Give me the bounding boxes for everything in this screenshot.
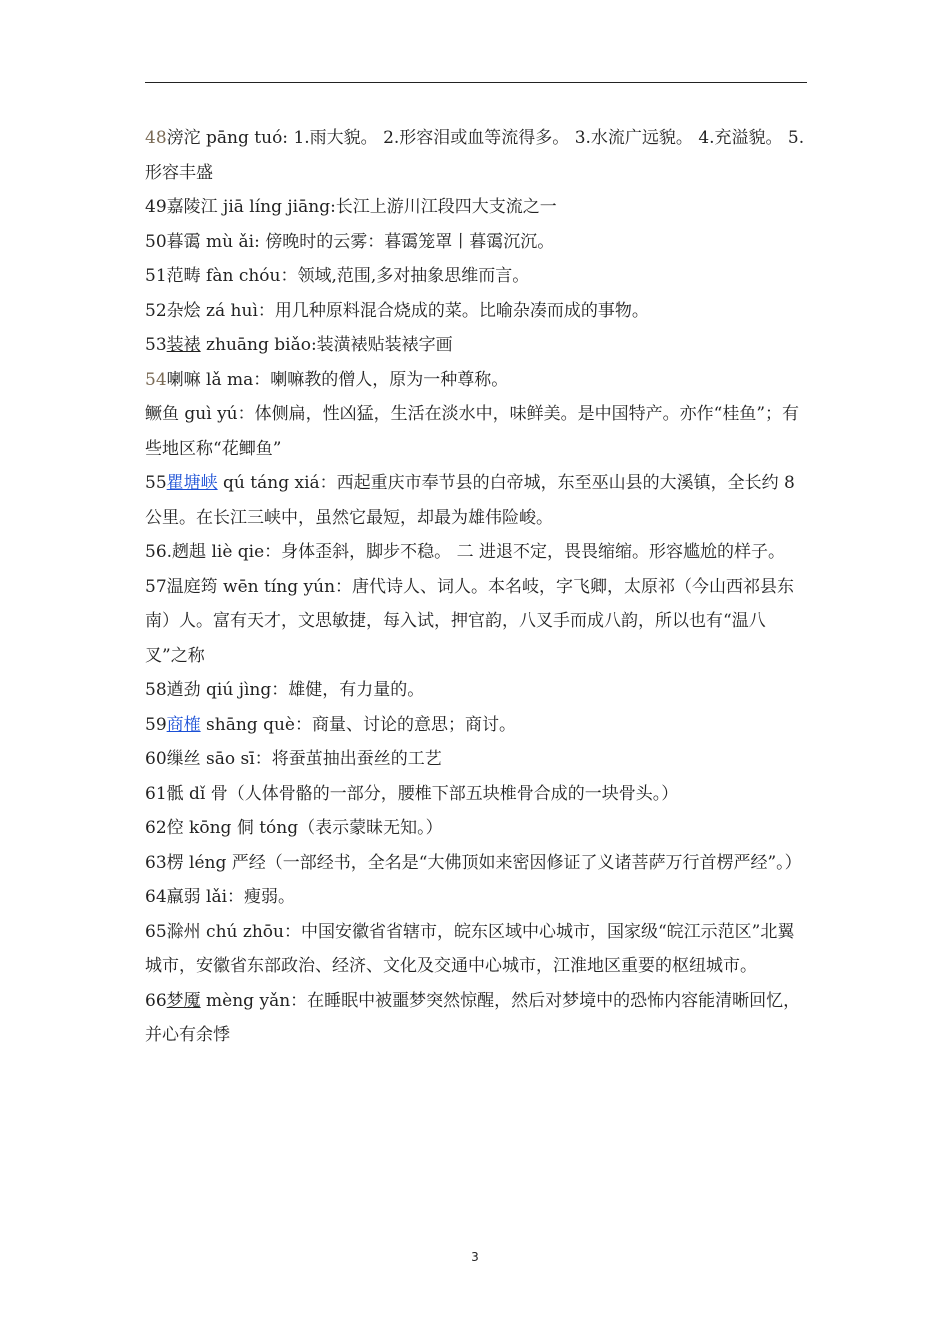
entry-definition: pāng tuó: 1.雨大貌。 2.形容泪或血等流得多。 3.水流广远貌。 4.充溢貌。 5.形容丰盛 (145, 128, 805, 183)
entry-number: 49 (145, 197, 167, 217)
entry-term: 温庭筠 (166, 576, 218, 597)
entry-number: 52 (145, 300, 167, 321)
entry-definition: mèng yǎn：在睡眠中被噩梦突然惊醒，然后对梦境中的恐怖内容能清晰回忆，并心有余悸 (145, 990, 801, 1045)
entry-definition: dǐ 骨（人体骨骼的一部分，腰椎下部五块椎骨合成的一块骨头。） (183, 783, 679, 804)
entry-term: 滁州 (166, 921, 201, 942)
entry-52 (145, 294, 807, 329)
entry-definition: chú zhōu：中国安徽省省辖市，皖东区域中心城市，国家级“皖江示范区”北翼城市，安徽省东部政治、经济、文化及交通中心城市，江淮地区重要的枢纽城市。 (145, 921, 795, 976)
entry-number: 50 (145, 231, 167, 252)
entry-guiyu (145, 397, 807, 466)
entry-number: 65 (145, 921, 167, 942)
entry-term-link[interactable]: 瞿塘峡 (166, 473, 218, 493)
entry-66 (145, 984, 807, 1053)
entry-62 (145, 811, 807, 846)
entry-definition: lǎi：瘦弱。 (200, 887, 296, 907)
entry-term: 骶 (166, 783, 184, 804)
entry-number: 55 (145, 473, 167, 493)
entry-definition: léng 严经（一部经书，全名是“大佛顶如来密因修证了义诸菩萨万行首楞严经”。） (183, 852, 802, 873)
entry-term: 羸弱 (166, 887, 201, 907)
entry-number: 62 (145, 818, 167, 838)
entry-definition: liè qie：身体歪斜，脚步不稳。 二 进退不定，畏畏缩缩。形容尴尬的样子。 (206, 542, 785, 562)
entry-60 (145, 742, 807, 777)
entry-53 (145, 328, 807, 363)
entry-number: 61 (145, 783, 167, 804)
entry-definition: zhuāng biǎo:装潢裱贴装裱字画 (200, 335, 453, 355)
entry-number: 51 (145, 266, 167, 286)
entry-term: 倥 (166, 818, 184, 838)
entry-number: 48 (145, 128, 167, 148)
entry-number: 53 (145, 335, 167, 355)
entry-51 (145, 259, 807, 294)
entry-term: 缫丝 (166, 749, 201, 769)
entry-number: 60 (145, 749, 167, 769)
entry-term: 梦魇 (166, 990, 201, 1011)
entry-56 (145, 535, 807, 570)
entry-definition: kōng 侗 tóng（表示蒙昧无知。） (183, 818, 443, 838)
entry-48 (145, 121, 807, 190)
entry-definition: wēn tíng yún：唐代诗人、词人。本名岐，字飞卿，太原祁（今山西祁县东南）人。富有天才，文思敏捷，每入试，押官韵，八叉手而成八韵，所以也有“温八叉”之称 (145, 576, 795, 666)
entry-number: 58 (145, 680, 167, 700)
entry-definition: qiú jìng：雄健，有力量的。 (200, 680, 425, 700)
entry-61 (145, 777, 807, 812)
entry-65 (145, 915, 807, 984)
entry-59 (145, 708, 807, 743)
entry-definition: mù ǎi: 傍晚时的云雾：暮霭笼罩丨暮霭沉沉。 (200, 231, 555, 252)
entry-55 (145, 466, 807, 535)
entry-57 (145, 570, 807, 674)
entry-term: 暮霭 (166, 231, 201, 252)
entry-definition: sāo sī：将蚕茧抽出蚕丝的工艺 (200, 749, 442, 769)
page-number: 3 (471, 1250, 479, 1264)
entry-54 (145, 363, 807, 398)
entry-term: 范畴 (166, 266, 201, 286)
entry-term: 嘉陵江 (166, 197, 218, 217)
entry-number: 56. (145, 542, 173, 562)
entry-definition: zá huì：用几种原料混合烧成的菜。比喻杂凑而成的事物。 (200, 300, 649, 321)
entry-number: 64 (145, 887, 167, 907)
entry-definition: shāng què：商量、讨论的意思；商讨。 (200, 714, 516, 735)
entry-term: 趔趄 (172, 542, 207, 562)
entry-term: 装裱 (166, 335, 201, 355)
entry-number: 66 (145, 990, 167, 1011)
entry-term: 滂沱 (166, 128, 201, 148)
entry-term: 杂烩 (166, 300, 201, 321)
header-rule (145, 82, 807, 83)
entry-term: 楞 (166, 852, 184, 873)
entry-definition: jiā líng jiāng:长江上游川江段四大支流之一 (217, 197, 557, 217)
entry-term: 遒劲 (166, 680, 201, 700)
entry-63 (145, 846, 807, 881)
entry-49 (145, 190, 807, 225)
document-body (145, 121, 807, 1053)
entry-number: 54 (145, 369, 167, 390)
entry-term: 喇嘛 (166, 369, 201, 390)
entry-58 (145, 673, 807, 708)
entry-definition: fàn chóu：领域,范围,多对抽象思维而言。 (200, 266, 530, 286)
entry-number: 63 (145, 852, 167, 873)
entry-number: 57 (145, 576, 167, 597)
entry-term-link[interactable]: 商榷 (166, 714, 201, 735)
entry-definition: guì yú：体侧扁，性凶猛，生活在淡水中，味鲜美。是中国特产。亦作“桂鱼”；有些地区称“花鲫鱼” (145, 404, 800, 459)
entry-definition: qú táng xiá：西起重庆市奉节县的白帝城，东至巫山县的大溪镇，全长约 8 公里。在长江三峡中，虽然它最短，却最为雄伟险峻。 (145, 473, 795, 528)
entry-definition: lǎ ma：喇嘛教的僧人，原为一种尊称。 (200, 369, 509, 390)
entry-50 (145, 225, 807, 260)
entry-term: 鳜鱼 (145, 404, 179, 424)
entry-64 (145, 880, 807, 915)
entry-number: 59 (145, 714, 167, 735)
